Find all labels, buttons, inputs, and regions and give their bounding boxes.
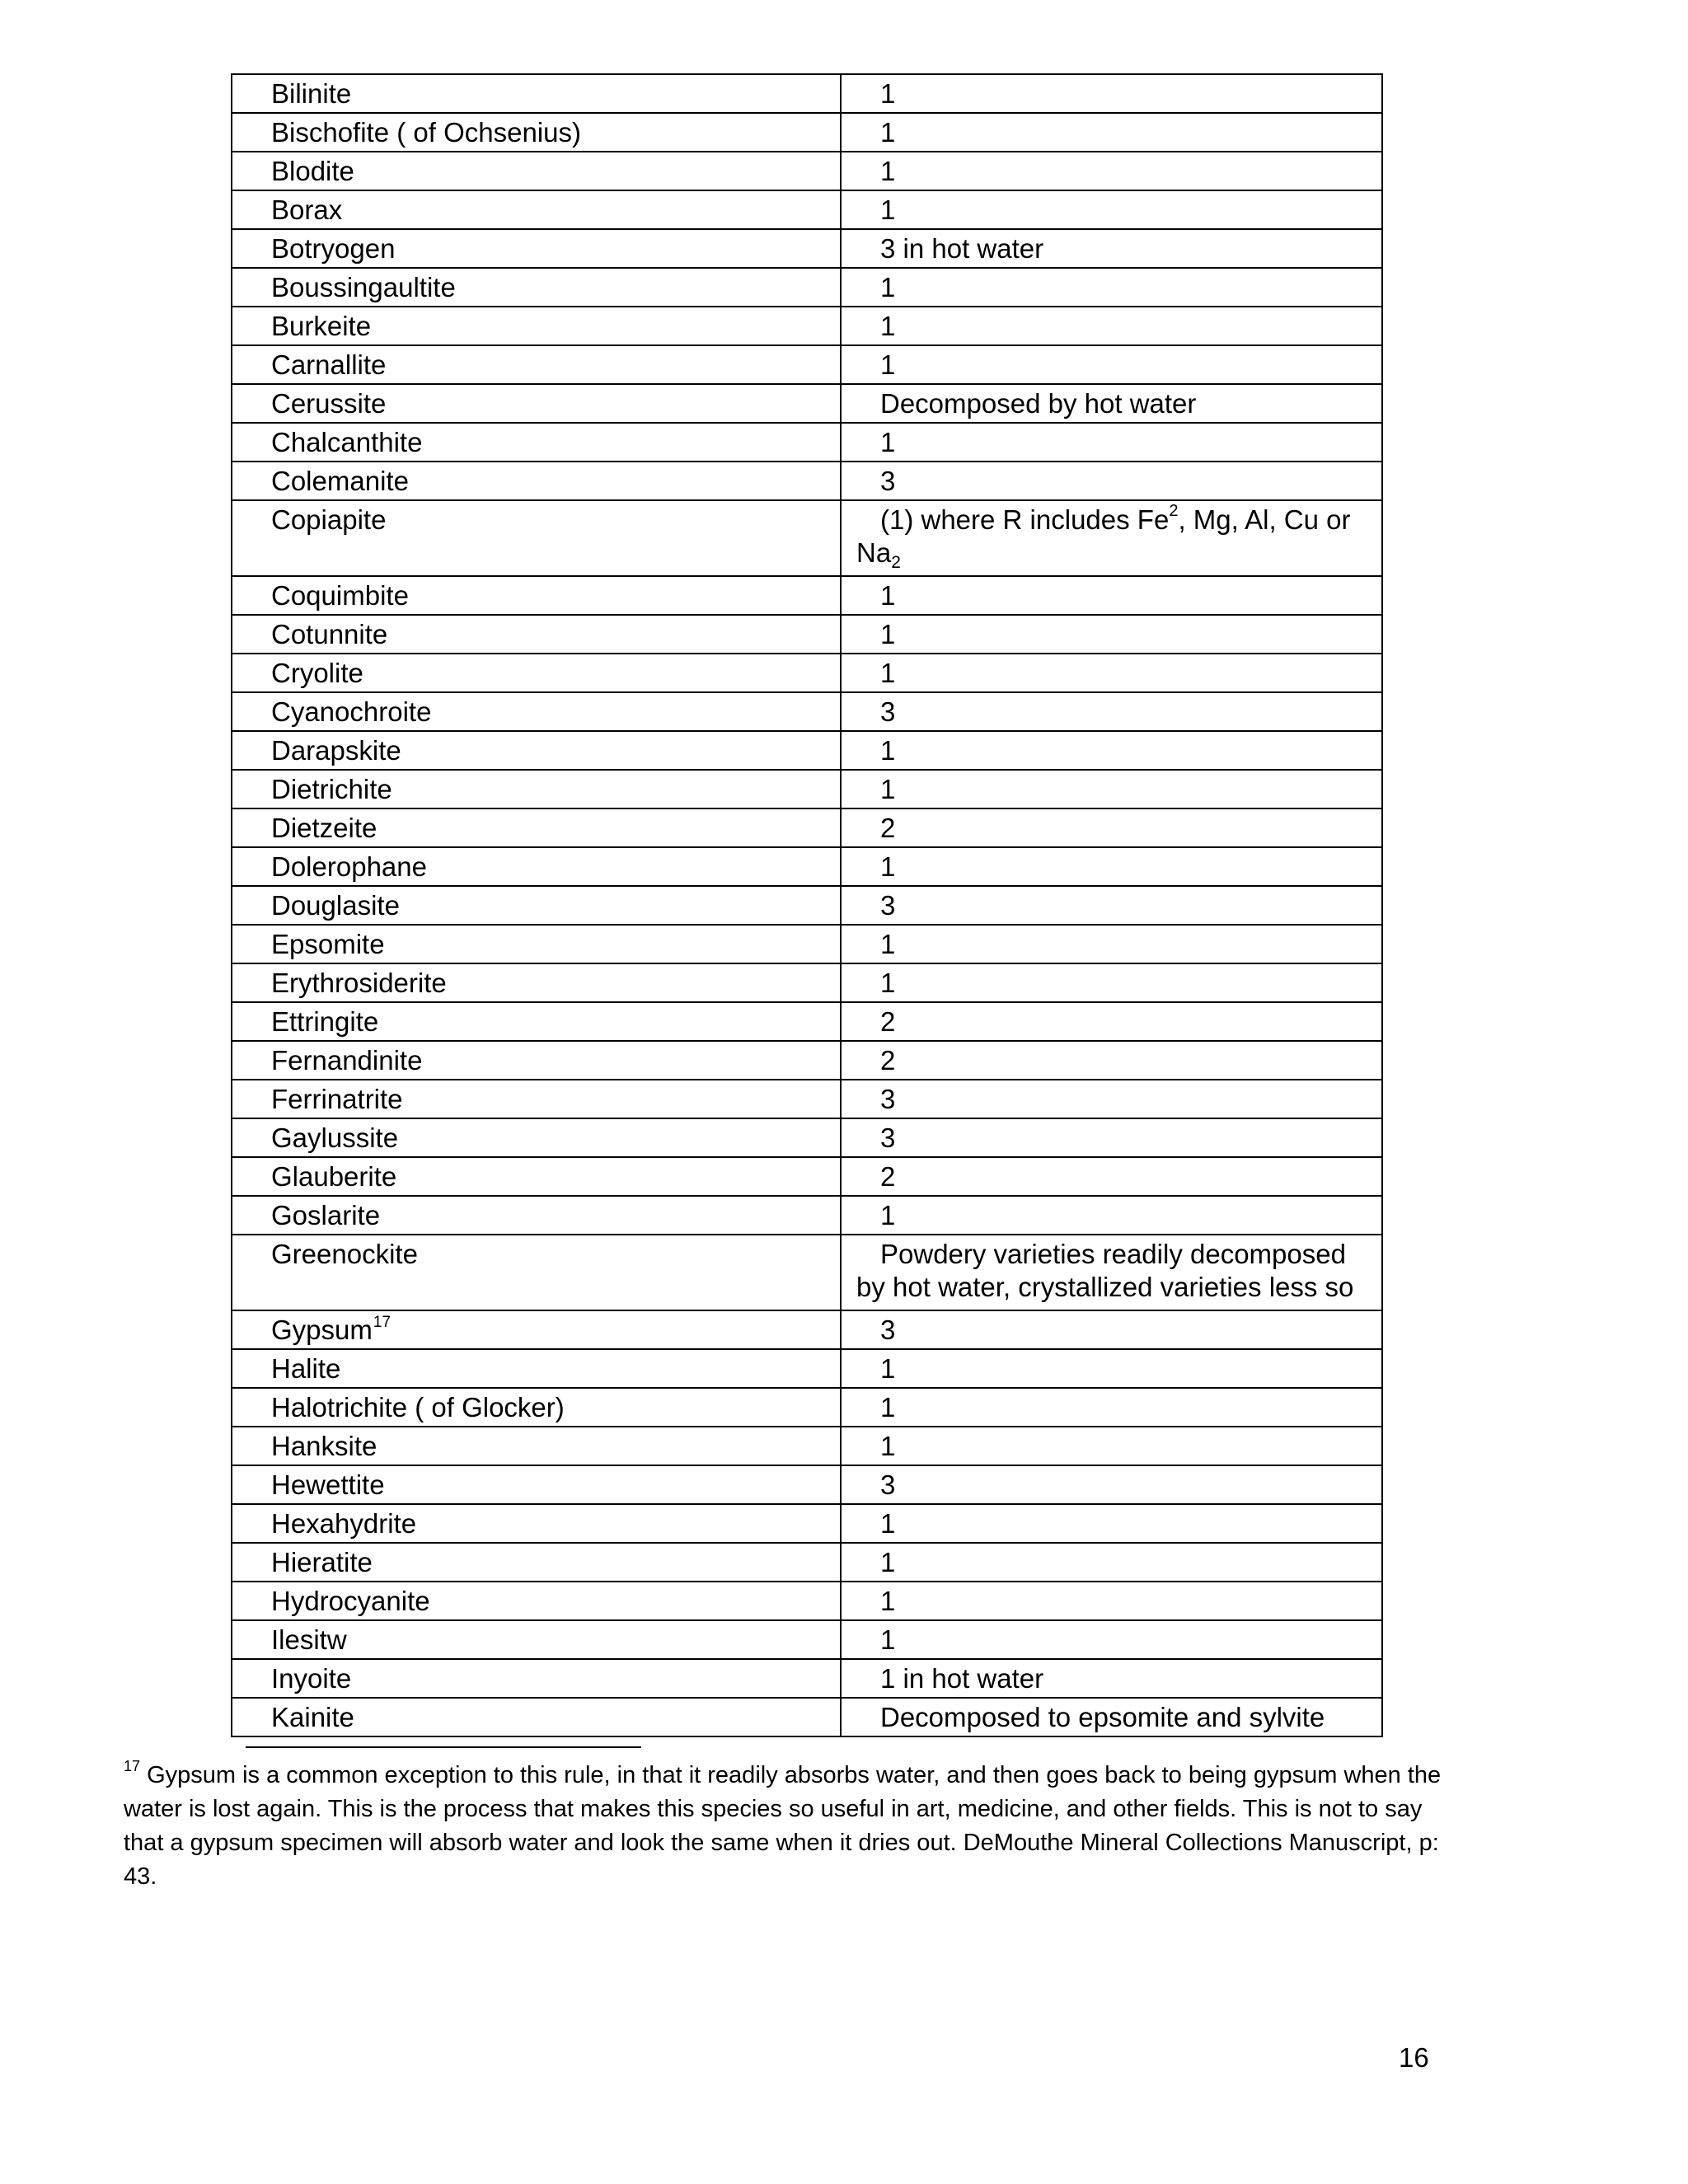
table-row: [232, 770, 1382, 808]
table-row: [232, 462, 1382, 500]
solubility-cell: [841, 770, 1382, 808]
solubility-text: (1) where R includes Fe: [880, 504, 1170, 535]
mineral-name: Dietzeite: [271, 813, 377, 843]
mineral-name: Dietrichite: [271, 774, 392, 804]
solubility-value: 1: [880, 194, 896, 225]
table-row: [232, 345, 1382, 384]
solubility-cell: [841, 615, 1382, 654]
mineral-name-cell: [232, 1582, 841, 1620]
solubility-value: 1: [880, 311, 896, 341]
solubility-value: Powdery varieties readily decomposed by hot water, crystallized varieties less so: [856, 1239, 1354, 1302]
mineral-name-cell: [232, 345, 841, 384]
table-row: [232, 808, 1382, 847]
solubility-value: 1: [880, 735, 896, 766]
mineral-name-cell: [232, 1465, 841, 1504]
solubility-cell: [841, 229, 1382, 268]
mineral-name-cell: [232, 692, 841, 731]
solubility-value: 1: [880, 1353, 896, 1384]
solubility-value: 3 in hot water: [880, 233, 1044, 264]
solubility-value: 1: [880, 1624, 896, 1655]
solubility-cell: [841, 423, 1382, 462]
table-row: [232, 925, 1382, 963]
table-row: [232, 731, 1382, 770]
solubility-value: 3: [880, 1315, 896, 1345]
table-row: [232, 1620, 1382, 1659]
table-row: [232, 268, 1382, 307]
table-row: [232, 1349, 1382, 1388]
solubility-cell: [841, 1543, 1382, 1582]
solubility-cell: [841, 925, 1382, 963]
subscript: 2: [891, 553, 901, 572]
solubility-value: 3: [880, 466, 896, 496]
solubility-value: 1: [880, 117, 896, 148]
mineral-name: Douglasite: [271, 890, 400, 921]
table-row: [232, 1698, 1382, 1736]
mineral-name-cell: [232, 576, 841, 615]
solubility-cell: [841, 113, 1382, 152]
solubility-cell: [841, 1310, 1382, 1349]
mineral-name-cell: [232, 1620, 841, 1659]
solubility-cell: [841, 462, 1382, 500]
mineral-solubility-table: [231, 73, 1383, 1737]
solubility-cell: [841, 152, 1382, 190]
mineral-name: Cryolite: [271, 658, 363, 688]
solubility-value: 3: [880, 1122, 896, 1153]
mineral-name: Halotrichite ( of Glocker): [271, 1392, 565, 1422]
mineral-name: Hanksite: [271, 1431, 377, 1461]
table-row: [232, 1118, 1382, 1157]
mineral-name-cell: [232, 113, 841, 152]
superscript: 2: [1169, 502, 1179, 520]
mineral-name-cell: [232, 1388, 841, 1427]
table-row: [232, 1543, 1382, 1582]
solubility-value: 1: [880, 1547, 896, 1577]
solubility-value: 1: [880, 272, 896, 302]
solubility-value: 1: [880, 1392, 896, 1422]
table-row: [232, 229, 1382, 268]
mineral-name: Cotunnite: [271, 619, 388, 649]
mineral-name: Bilinite: [271, 78, 352, 109]
table-row: [232, 307, 1382, 345]
solubility-value: 2: [880, 1045, 896, 1076]
mineral-name-cell: [232, 770, 841, 808]
mineral-name-cell: [232, 268, 841, 307]
solubility-cell: [841, 692, 1382, 731]
mineral-name-cell: [232, 731, 841, 770]
solubility-cell: [841, 1002, 1382, 1041]
solubility-value: 1: [880, 929, 896, 959]
solubility-value: 2: [880, 1006, 896, 1037]
mineral-name: Goslarite: [271, 1200, 381, 1230]
mineral-name-cell: [232, 1427, 841, 1465]
table-row: [232, 423, 1382, 462]
table-row: [232, 74, 1382, 113]
solubility-cell: [841, 1427, 1382, 1465]
solubility-value: 1: [880, 1200, 896, 1230]
solubility-cell: [841, 1504, 1382, 1543]
mineral-name: Chalcanthite: [271, 427, 423, 457]
mineral-name-cell: [232, 615, 841, 654]
mineral-name-cell: [232, 229, 841, 268]
table-row: [232, 654, 1382, 692]
solubility-cell: [841, 1620, 1382, 1659]
footnote-reference: 17: [373, 1314, 392, 1331]
mineral-name: Gypsum: [271, 1315, 373, 1345]
footnote-text: Gypsum is a common exception to this rule, in that it readily absorbs water, and then goes back to being gypsum when the water is lost again. This is the process that makes this species so useful in art, medicine, and other fields. This is not to say that a gypsum specimen will absorb water and look the same when it dries out. DeMouthe Mineral Collections Manuscript, p: 43.: [124, 1762, 1442, 1890]
mineral-name: Inyoite: [271, 1663, 352, 1694]
mineral-name: Borax: [271, 194, 343, 225]
table-row: [232, 1427, 1382, 1465]
mineral-name: Darapskite: [271, 735, 401, 766]
footnote: [124, 1759, 1442, 1894]
mineral-name: Halite: [271, 1353, 341, 1384]
table-row: [232, 1465, 1382, 1504]
mineral-name: Greenockite: [271, 1239, 418, 1269]
table-row: [232, 1310, 1382, 1349]
solubility-cell: [841, 307, 1382, 345]
mineral-name: Fernandinite: [271, 1045, 423, 1076]
solubility-value: 1: [880, 580, 896, 611]
solubility-cell: [841, 1235, 1382, 1310]
solubility-cell: [841, 886, 1382, 925]
mineral-name-cell: [232, 1349, 841, 1388]
solubility-value: 1: [880, 427, 896, 457]
solubility-cell: [841, 1388, 1382, 1427]
solubility-cell: [841, 268, 1382, 307]
solubility-cell: [841, 1080, 1382, 1118]
mineral-name: Burkeite: [271, 311, 372, 341]
solubility-value: 2: [880, 813, 896, 843]
mineral-name: Coquimbite: [271, 580, 409, 611]
solubility-cell: [841, 847, 1382, 886]
solubility-cell: [841, 808, 1382, 847]
mineral-name-cell: [232, 500, 841, 576]
mineral-name: Kainite: [271, 1702, 354, 1732]
mineral-name-cell: [232, 307, 841, 345]
solubility-value: 1: [880, 851, 896, 882]
mineral-name-cell: [232, 886, 841, 925]
solubility-value: 3: [880, 1084, 896, 1114]
solubility-cell: [841, 1465, 1382, 1504]
mineral-name: Ettringite: [271, 1006, 379, 1037]
solubility-text: , Mg, Al, Cu or Na: [856, 504, 1351, 568]
mineral-name: Hexahydrite: [271, 1508, 417, 1539]
solubility-cell: [841, 1157, 1382, 1196]
solubility-value: 1: [880, 619, 896, 649]
table-row: [232, 190, 1382, 229]
mineral-name: Cyanochroite: [271, 696, 432, 727]
mineral-name-cell: [232, 847, 841, 886]
mineral-name: Hewettite: [271, 1469, 385, 1500]
table-row: [232, 1388, 1382, 1427]
solubility-value: 2: [880, 1161, 896, 1192]
mineral-name-cell: [232, 190, 841, 229]
mineral-name: Ilesitw: [271, 1624, 347, 1655]
solubility-value: 3: [880, 1469, 896, 1500]
footnote-separator: [246, 1746, 641, 1748]
solubility-cell: [841, 576, 1382, 615]
solubility-value: 1: [880, 156, 896, 186]
mineral-name-cell: [232, 423, 841, 462]
mineral-name-cell: [232, 1196, 841, 1235]
solubility-cell: [841, 731, 1382, 770]
solubility-cell: [841, 500, 1382, 576]
table-row: [232, 1002, 1382, 1041]
table-row: [232, 500, 1382, 576]
mineral-name: Erythrosiderite: [271, 968, 447, 998]
mineral-name: Colemanite: [271, 466, 409, 496]
table-row: [232, 1196, 1382, 1235]
mineral-name: Botryogen: [271, 233, 396, 264]
mineral-name-cell: [232, 1080, 841, 1118]
mineral-name-cell: [232, 1002, 841, 1041]
mineral-name: Gaylussite: [271, 1122, 399, 1153]
solubility-value: 1: [880, 1508, 896, 1539]
mineral-name-cell: [232, 963, 841, 1002]
solubility-cell: [841, 963, 1382, 1002]
solubility-cell: [841, 1698, 1382, 1736]
mineral-name: Cerussite: [271, 388, 387, 419]
mineral-name-cell: [232, 1698, 841, 1736]
footnote-mark: 17: [124, 1758, 141, 1774]
solubility-value: 1 in hot water: [880, 1663, 1044, 1694]
solubility-cell: [841, 1349, 1382, 1388]
solubility-value: Decomposed to epsomite and sylvite: [880, 1702, 1325, 1732]
solubility-value: 1: [880, 78, 896, 109]
mineral-name: Hydrocyanite: [271, 1586, 430, 1616]
mineral-name-cell: [232, 925, 841, 963]
solubility-cell: [841, 1196, 1382, 1235]
solubility-cell: [841, 1041, 1382, 1080]
mineral-name: Ferrinatrite: [271, 1084, 403, 1114]
mineral-name-cell: [232, 654, 841, 692]
mineral-name-cell: [232, 1118, 841, 1157]
solubility-cell: [841, 345, 1382, 384]
mineral-name-cell: [232, 1041, 841, 1080]
page-number: 16: [1399, 2042, 1429, 2073]
table-row: [232, 615, 1382, 654]
mineral-name-cell: [232, 808, 841, 847]
solubility-cell: [841, 74, 1382, 113]
table-row: [232, 847, 1382, 886]
solubility-value: 1: [880, 1586, 896, 1616]
mineral-name-cell: [232, 1310, 841, 1349]
table-row: [232, 384, 1382, 423]
solubility-cell: [841, 384, 1382, 423]
mineral-name: Glauberite: [271, 1161, 397, 1192]
mineral-name: Boussingaultite: [271, 272, 456, 302]
mineral-name: Epsomite: [271, 929, 385, 959]
table-row: [232, 152, 1382, 190]
table-row: [232, 886, 1382, 925]
table-row: [232, 1157, 1382, 1196]
table-row: [232, 1659, 1382, 1698]
table-row: [232, 692, 1382, 731]
table-row: [232, 1041, 1382, 1080]
mineral-name-cell: [232, 1504, 841, 1543]
table-row: [232, 113, 1382, 152]
solubility-cell: [841, 1118, 1382, 1157]
solubility-cell: [841, 190, 1382, 229]
solubility-cell: [841, 654, 1382, 692]
mineral-name: Dolerophane: [271, 851, 427, 882]
mineral-name: Blodite: [271, 156, 354, 186]
table-row: [232, 1080, 1382, 1118]
solubility-cell: [841, 1582, 1382, 1620]
mineral-name: Hieratite: [271, 1547, 373, 1577]
table-body: [232, 74, 1382, 1736]
solubility-cell: [841, 1659, 1382, 1698]
table-row: [232, 1504, 1382, 1543]
mineral-name-cell: [232, 384, 841, 423]
mineral-name-cell: [232, 1543, 841, 1582]
mineral-name-cell: [232, 1235, 841, 1310]
mineral-name-cell: [232, 1157, 841, 1196]
solubility-value: 1: [880, 349, 896, 380]
table-row: [232, 576, 1382, 615]
mineral-name-cell: [232, 152, 841, 190]
table-row: [232, 1235, 1382, 1310]
mineral-name: Carnallite: [271, 349, 387, 380]
solubility-value: 3: [880, 890, 896, 921]
mineral-name: Bischofite ( of Ochsenius): [271, 117, 581, 148]
mineral-name-cell: [232, 1659, 841, 1698]
solubility-value: 1: [880, 658, 896, 688]
table-row: [232, 1582, 1382, 1620]
solubility-value: 1: [880, 1431, 896, 1461]
mineral-name: Copiapite: [271, 504, 387, 535]
solubility-value: 1: [880, 968, 896, 998]
solubility-value: 3: [880, 696, 896, 727]
mineral-name-cell: [232, 74, 841, 113]
solubility-value: Decomposed by hot water: [880, 388, 1197, 419]
table-row: [232, 963, 1382, 1002]
mineral-name-cell: [232, 462, 841, 500]
solubility-value: 1: [880, 774, 896, 804]
